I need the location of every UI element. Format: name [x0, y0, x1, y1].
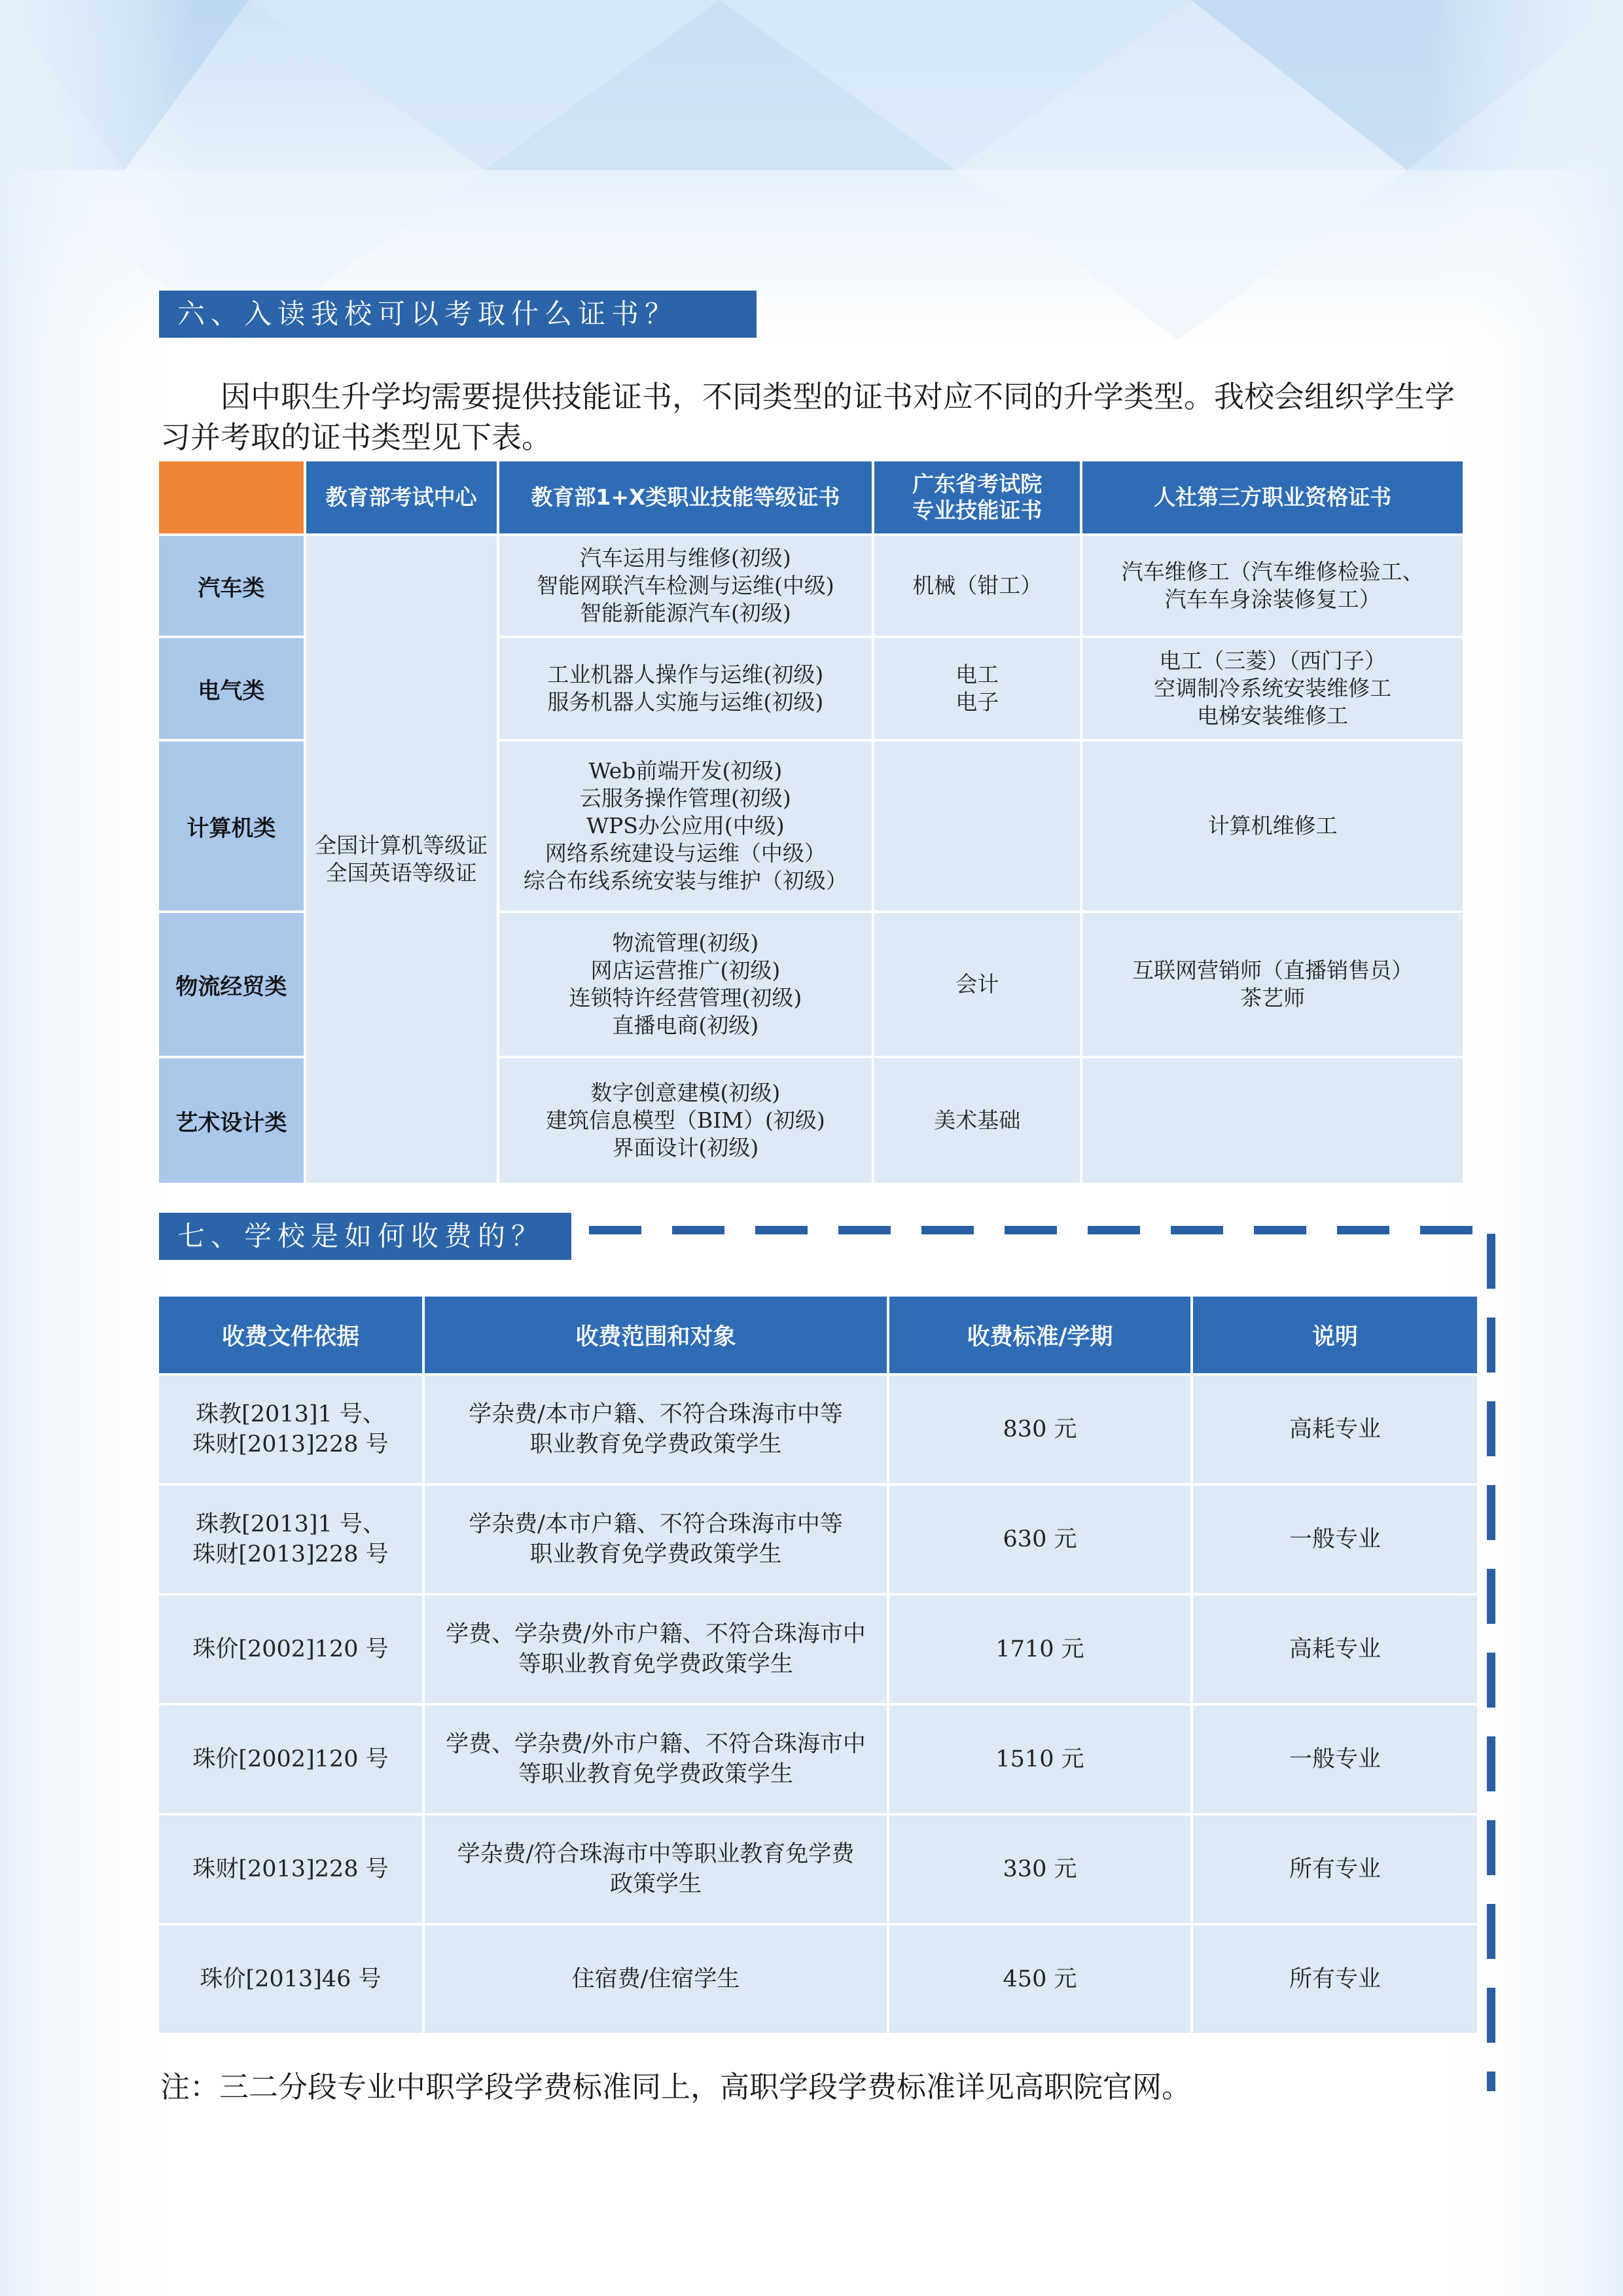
header-guangdong-exam — [874, 461, 1080, 533]
table-row — [159, 1376, 1477, 1483]
dashed-frame-right — [1487, 1234, 1495, 2091]
basis-line: 珠价[2002]120 号 — [192, 1746, 389, 1772]
header-basis: 收费文件依据 — [159, 1297, 422, 1373]
category-cell: 电气类 — [159, 638, 304, 739]
basis-line: 珠财[2013]228 号 — [192, 1541, 389, 1568]
x-cert-line: 智能新能源汽车(初级) — [580, 600, 791, 626]
hr-cert-cell — [1082, 1058, 1463, 1183]
scope-line: 职业教育免学费政策学生 — [529, 1541, 782, 1568]
hr-cert-line: 茶艺师 — [1240, 985, 1306, 1011]
section-6-title: 六、入读我校可以考取什么证书？ — [159, 291, 757, 338]
header-hr-certificate: 人社第三方职业资格证书 — [1082, 461, 1463, 533]
category-cell: 计算机类 — [159, 742, 304, 910]
gd-cert-line: 电工 — [955, 662, 999, 687]
exam-center-line: 全国计算机等级证 — [315, 833, 488, 858]
scope-line: 职业教育免学费政策学生 — [529, 1431, 782, 1458]
basis-line: 珠价[2002]120 号 — [192, 1636, 389, 1662]
basis-line: 珠财[2013]228 号 — [192, 1431, 389, 1458]
note-cell: 高耗专业 — [1193, 1376, 1477, 1483]
note-cell: 所有专业 — [1193, 1926, 1477, 2033]
fee-table — [156, 1294, 1480, 2036]
scope-line: 学费、学杂费/外市户籍、不符合珠海市中 — [446, 1621, 866, 1647]
guangdong-cert-cell — [874, 1058, 1080, 1183]
scope-cell — [425, 1376, 887, 1483]
category-cell: 汽车类 — [159, 536, 304, 636]
basis-cell — [159, 1596, 422, 1703]
header-1x-certificate: 教育部1+X类职业技能等级证书 — [499, 461, 872, 533]
x-cert-line: 工业机器人操作与运维(初级) — [547, 662, 824, 687]
basis-cell — [159, 1926, 422, 2033]
fee-cell: 450 元 — [889, 1926, 1190, 2033]
scope-line: 等职业教育免学费政策学生 — [518, 1651, 793, 1677]
x-certificate-cell — [499, 638, 872, 739]
guangdong-cert-cell — [874, 638, 1080, 739]
scope-line: 等职业教育免学费政策学生 — [518, 1761, 793, 1787]
fee-cell: 1510 元 — [889, 1706, 1190, 1813]
table-row — [159, 1816, 1477, 1923]
header-exam-center: 教育部考试中心 — [306, 461, 497, 533]
scope-line: 住宿费/住宿学生 — [571, 1966, 740, 1992]
fee-cell: 330 元 — [889, 1816, 1190, 1923]
basis-line: 珠价[2013]46 号 — [200, 1966, 382, 1992]
hr-cert-cell — [1082, 638, 1463, 739]
x-cert-line: 建筑信息模型（BIM）(初级) — [545, 1107, 825, 1133]
table-row — [159, 536, 1463, 636]
note-cell: 高耗专业 — [1193, 1596, 1477, 1703]
gd-cert-line: 机械（钳工） — [912, 573, 1043, 598]
hr-cert-line: 计算机维修工 — [1207, 813, 1338, 838]
x-cert-line: 服务机器人实施与运维(初级) — [547, 689, 824, 715]
table-row — [159, 1486, 1477, 1593]
x-certificate-cell — [499, 1058, 872, 1183]
x-cert-line: WPS办公应用(中级) — [586, 813, 785, 838]
scope-line: 学费、学杂费/外市户籍、不符合珠海市中 — [446, 1731, 866, 1757]
scope-cell — [425, 1596, 887, 1703]
header-fee: 收费标准/学期 — [889, 1297, 1190, 1373]
fee-table-header-row — [159, 1297, 1477, 1373]
guangdong-cert-cell — [874, 742, 1080, 910]
scope-line: 政策学生 — [609, 1871, 702, 1897]
table-row — [159, 1596, 1477, 1703]
gd-cert-line: 美术基础 — [934, 1107, 1021, 1133]
scope-cell — [425, 1486, 887, 1593]
scope-line: 学杂费/本市户籍、不符合珠海市中等 — [469, 1401, 843, 1427]
exam-center-cell — [306, 536, 497, 1183]
x-certificate-cell — [499, 742, 872, 910]
gd-cert-line: 会计 — [955, 971, 999, 997]
guangdong-cert-cell — [874, 536, 1080, 636]
basis-line: 珠教[2013]1 号、 — [196, 1401, 385, 1427]
basis-line: 珠财[2013]228 号 — [192, 1856, 389, 1882]
x-cert-line: 数字创意建模(初级) — [590, 1080, 781, 1105]
header-guangdong-line2: 专业技能证书 — [912, 497, 1043, 523]
section-7-title: 七、学校是如何收费的？ — [159, 1213, 571, 1260]
table-row — [159, 1926, 1477, 2033]
hr-cert-line: 空调制冷系统安装维修工 — [1154, 675, 1392, 701]
hr-cert-line: 汽车维修工（汽车维修检验工、 — [1121, 559, 1424, 584]
category-cell: 物流经贸类 — [159, 913, 304, 1056]
certificate-table-header-row — [159, 461, 1463, 533]
x-cert-line: 网络系统建设与运维（中级） — [544, 840, 826, 866]
scope-line: 学杂费/本市户籍、不符合珠海市中等 — [469, 1511, 843, 1537]
x-certificate-cell — [499, 536, 872, 636]
intro-paragraph: 因中职生升学均需要提供技能证书，不同类型的证书对应不同的升学类型。我校会组织学生学习并考取的证书类型见下表。 — [160, 379, 1455, 455]
exam-center-line: 全国英语等级证 — [325, 860, 477, 886]
scope-cell — [425, 1926, 887, 2033]
scope-cell — [425, 1816, 887, 1923]
hr-cert-line: 汽车车身涂装修复工） — [1164, 586, 1381, 612]
x-cert-line: 网店运营推广(初级) — [590, 958, 781, 983]
x-cert-line: 智能网联汽车检测与运维(中级) — [537, 573, 834, 598]
dashed-frame-top — [589, 1226, 1479, 1234]
header-corner — [159, 461, 304, 533]
basis-cell — [159, 1486, 422, 1593]
guangdong-cert-cell — [874, 913, 1080, 1056]
gd-cert-line: 电子 — [955, 689, 999, 715]
x-cert-line: Web前端开发(初级) — [588, 758, 783, 783]
hr-cert-line: 电工（三菱）（西门子） — [1159, 648, 1386, 673]
table-row — [159, 1706, 1477, 1813]
hr-cert-cell — [1082, 913, 1463, 1056]
x-cert-line: 云服务操作管理(初级) — [580, 785, 791, 811]
category-cell: 艺术设计类 — [159, 1058, 304, 1183]
x-cert-line: 综合布线系统安装与维护（初级） — [523, 868, 847, 893]
fee-cell: 830 元 — [889, 1376, 1190, 1483]
basis-cell — [159, 1706, 422, 1813]
hr-cert-line: 电梯安装维修工 — [1197, 703, 1349, 728]
x-cert-line: 汽车运用与维修(初级) — [580, 545, 791, 571]
basis-cell — [159, 1376, 422, 1483]
x-certificate-cell — [499, 913, 872, 1056]
x-cert-line: 直播电商(初级) — [612, 1013, 759, 1038]
fee-cell: 630 元 — [889, 1486, 1190, 1593]
header-guangdong-line1: 广东省考试院 — [912, 471, 1043, 497]
x-cert-line: 物流管理(初级) — [612, 930, 759, 956]
x-cert-line: 界面设计(初级) — [612, 1135, 759, 1160]
hr-cert-cell — [1082, 742, 1463, 910]
note-cell: 一般专业 — [1193, 1706, 1477, 1813]
basis-line: 珠教[2013]1 号、 — [196, 1511, 385, 1537]
hr-cert-cell — [1082, 536, 1463, 636]
header-scope: 收费范围和对象 — [425, 1297, 887, 1373]
scope-line: 学杂费/符合珠海市中等职业教育免学费 — [457, 1841, 855, 1867]
certificate-table — [156, 459, 1465, 1185]
note-cell: 所有专业 — [1193, 1816, 1477, 1923]
header-note: 说明 — [1193, 1297, 1477, 1373]
hr-cert-line: 互联网营销师（直播销售员） — [1132, 958, 1414, 983]
note-cell: 一般专业 — [1193, 1486, 1477, 1593]
basis-cell — [159, 1816, 422, 1923]
x-cert-line: 连锁特许经营管理(初级) — [569, 985, 802, 1011]
footnote: 注：三二分段专业中职学段学费标准同上，高职学段学费标准详见高职院官网。 — [160, 2070, 1192, 2104]
fee-cell: 1710 元 — [889, 1596, 1190, 1703]
scope-cell — [425, 1706, 887, 1813]
